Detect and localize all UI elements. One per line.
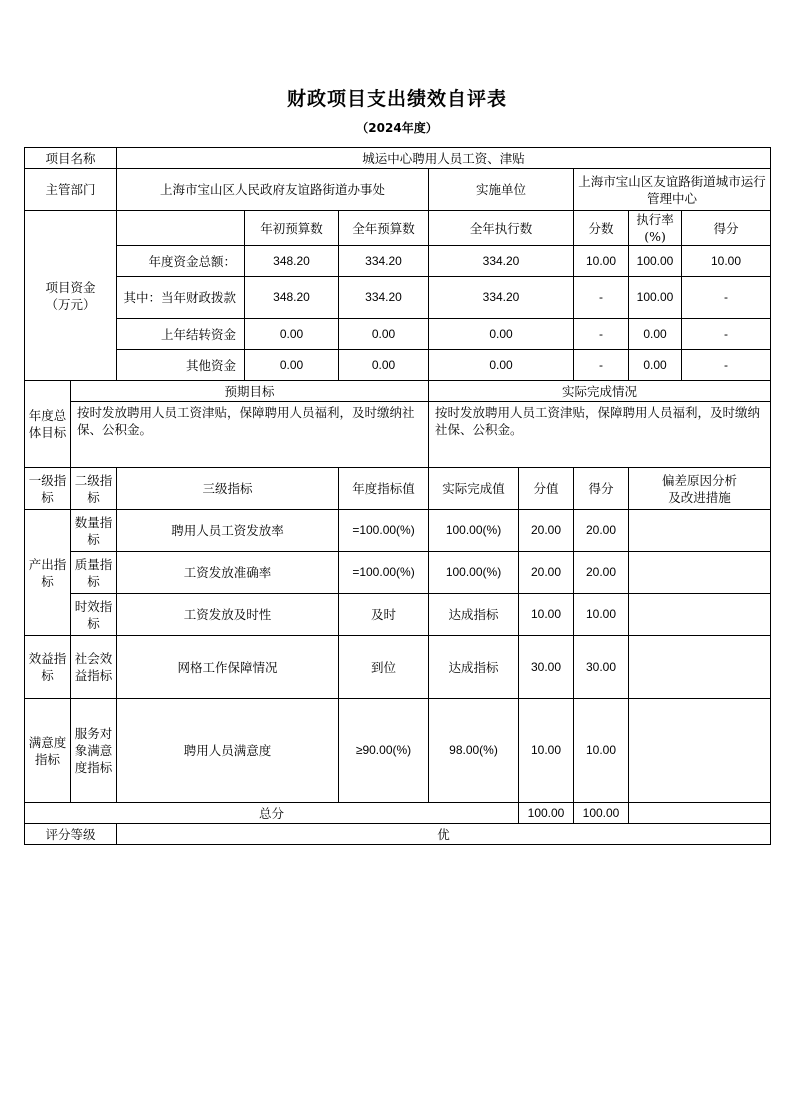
goals-label: 年度总体目标: [25, 381, 71, 468]
actual-header: 实际完成值: [429, 468, 519, 510]
funds-cell: 0.00: [339, 319, 429, 350]
project-name-value: 城运中心聘用人员工资、津贴: [117, 148, 771, 169]
weight-cell: 10.00: [519, 699, 574, 803]
funds-cell: 348.20: [245, 246, 339, 277]
level2-cell: 社会效益指标: [71, 636, 117, 699]
funds-cell: 334.20: [339, 246, 429, 277]
goals-content-row: [25, 402, 771, 468]
rating-value: 优: [117, 824, 771, 845]
funds-header-1: 全年预算数: [339, 211, 429, 246]
dept-value: 上海市宝山区人民政府友谊路街道办事处: [117, 169, 429, 211]
expected-goal-label: 预期目标: [71, 381, 429, 402]
actual-goal-label: 实际完成情况: [429, 381, 771, 402]
funds-cell: -: [574, 350, 629, 381]
actual-cell: 98.00(%): [429, 699, 519, 803]
funds-cell: 334.20: [429, 277, 574, 319]
department-row: [25, 169, 771, 211]
funds-header-row: [25, 211, 771, 246]
page-title: 财政项目支出绩效自评表: [286, 88, 507, 110]
score-header: 得分: [574, 468, 629, 510]
level3-cell: 工资发放准确率: [117, 552, 339, 594]
rating-row: [25, 824, 771, 845]
funds-cell: -: [682, 350, 771, 381]
funds-header-0: 年初预算数: [245, 211, 339, 246]
total-weight: 100.00: [519, 803, 574, 824]
target-cell: =100.00(%): [339, 510, 429, 552]
deviation-cell: [629, 510, 771, 552]
group-output: 产出指标: [25, 510, 71, 636]
expected-goal-text: 按时发放聘用人员工资津贴，保障聘用人员福利，及时缴纳社保、公积金。: [71, 402, 429, 468]
funds-cell: -: [682, 277, 771, 319]
funds-header-blank: [117, 211, 245, 246]
project-name-row: [25, 148, 771, 169]
funds-row-label: 其他资金: [117, 350, 245, 381]
deviation-header: 偏差原因分析 及改进措施: [629, 468, 771, 510]
deviation-cell: [629, 552, 771, 594]
funds-cell: 334.20: [339, 277, 429, 319]
deviation-cell: [629, 636, 771, 699]
weight-header: 分值: [519, 468, 574, 510]
level2-header: 二级指标: [71, 468, 117, 510]
rating-label: 评分等级: [25, 824, 117, 845]
funds-cell: 100.00: [629, 277, 682, 319]
funds-cell: 0.00: [629, 350, 682, 381]
actual-goal-text: 按时发放聘用人员工资津贴，保障聘用人员福利，及时缴纳社保、公积金。: [429, 402, 771, 468]
level3-cell: 聘用人员工资发放率: [117, 510, 339, 552]
project-name-label: 项目名称: [25, 148, 117, 169]
funds-cell: 0.00: [339, 350, 429, 381]
funds-row: [25, 246, 771, 277]
level2-cell: 数量指标: [71, 510, 117, 552]
dept-label: 主管部门: [25, 169, 117, 211]
score-cell: 30.00: [574, 636, 629, 699]
target-cell: 及时: [339, 594, 429, 636]
funds-cell: 0.00: [429, 319, 574, 350]
total-label: 总分: [25, 803, 519, 824]
funds-cell: 348.20: [245, 277, 339, 319]
funds-row: [25, 350, 771, 381]
indicator-row: [25, 699, 771, 803]
funds-cell: 334.20: [429, 246, 574, 277]
funds-cell: -: [574, 277, 629, 319]
level1-header: 一级指标: [25, 468, 71, 510]
target-cell: ≥90.00(%): [339, 699, 429, 803]
deviation-cell: [629, 699, 771, 803]
level2-cell: 时效指标: [71, 594, 117, 636]
level3-cell: 聘用人员满意度: [117, 699, 339, 803]
funds-cell: 100.00: [629, 246, 682, 277]
funds-row: [25, 319, 771, 350]
evaluation-table: [24, 147, 771, 845]
level3-cell: 网格工作保障情况: [117, 636, 339, 699]
funds-cell: 0.00: [245, 319, 339, 350]
total-row: [25, 803, 771, 824]
funds-header-2: 全年执行数: [429, 211, 574, 246]
target-header: 年度指标值: [339, 468, 429, 510]
funds-cell: 0.00: [429, 350, 574, 381]
indicator-row: [25, 510, 771, 552]
impl-value: 上海市宝山区友谊路街道城市运行管理中心: [574, 169, 771, 211]
level2-cell: 服务对象满意度指标: [71, 699, 117, 803]
level2-cell: 质量指标: [71, 552, 117, 594]
actual-cell: 达成指标: [429, 636, 519, 699]
funds-cell: 10.00: [574, 246, 629, 277]
funds-cell: 10.00: [682, 246, 771, 277]
funds-cell: 0.00: [245, 350, 339, 381]
target-cell: =100.00(%): [339, 552, 429, 594]
actual-cell: 100.00(%): [429, 510, 519, 552]
total-deviation: [629, 803, 771, 824]
funds-header-3: 分数: [574, 211, 629, 246]
total-score: 100.00: [574, 803, 629, 824]
weight-cell: 20.00: [519, 510, 574, 552]
level3-cell: 工资发放及时性: [117, 594, 339, 636]
actual-cell: 达成指标: [429, 594, 519, 636]
funds-cell: -: [574, 319, 629, 350]
score-cell: 10.00: [574, 699, 629, 803]
deviation-cell: [629, 594, 771, 636]
funds-row-label: 上年结转资金: [117, 319, 245, 350]
funds-row: [25, 277, 771, 319]
weight-cell: 20.00: [519, 552, 574, 594]
level3-header: 三级指标: [117, 468, 339, 510]
funds-cell: 0.00: [629, 319, 682, 350]
group-benefit: 效益指标: [25, 636, 71, 699]
funds-header-5: 得分: [682, 211, 771, 246]
funds-row-label: 年度资金总额：: [117, 246, 245, 277]
actual-cell: 100.00(%): [429, 552, 519, 594]
funds-header-4: 执行率(%): [629, 211, 682, 246]
page-subtitle: （2024年度）: [356, 121, 438, 135]
impl-label: 实施单位: [429, 169, 574, 211]
score-cell: 20.00: [574, 510, 629, 552]
goals-header-row: [25, 381, 771, 402]
indicator-row: [25, 636, 771, 699]
score-cell: 20.00: [574, 552, 629, 594]
weight-cell: 30.00: [519, 636, 574, 699]
group-satisfaction: 满意度指标: [25, 699, 71, 803]
funds-label: 项目资金 （万元）: [25, 211, 117, 381]
target-cell: 到位: [339, 636, 429, 699]
funds-cell: -: [682, 319, 771, 350]
funds-row-label: 其中：当年财政拨款: [117, 277, 245, 319]
indicator-row: [25, 552, 771, 594]
score-cell: 10.00: [574, 594, 629, 636]
indicator-header-row: [25, 468, 771, 510]
weight-cell: 10.00: [519, 594, 574, 636]
indicator-row: [25, 594, 771, 636]
